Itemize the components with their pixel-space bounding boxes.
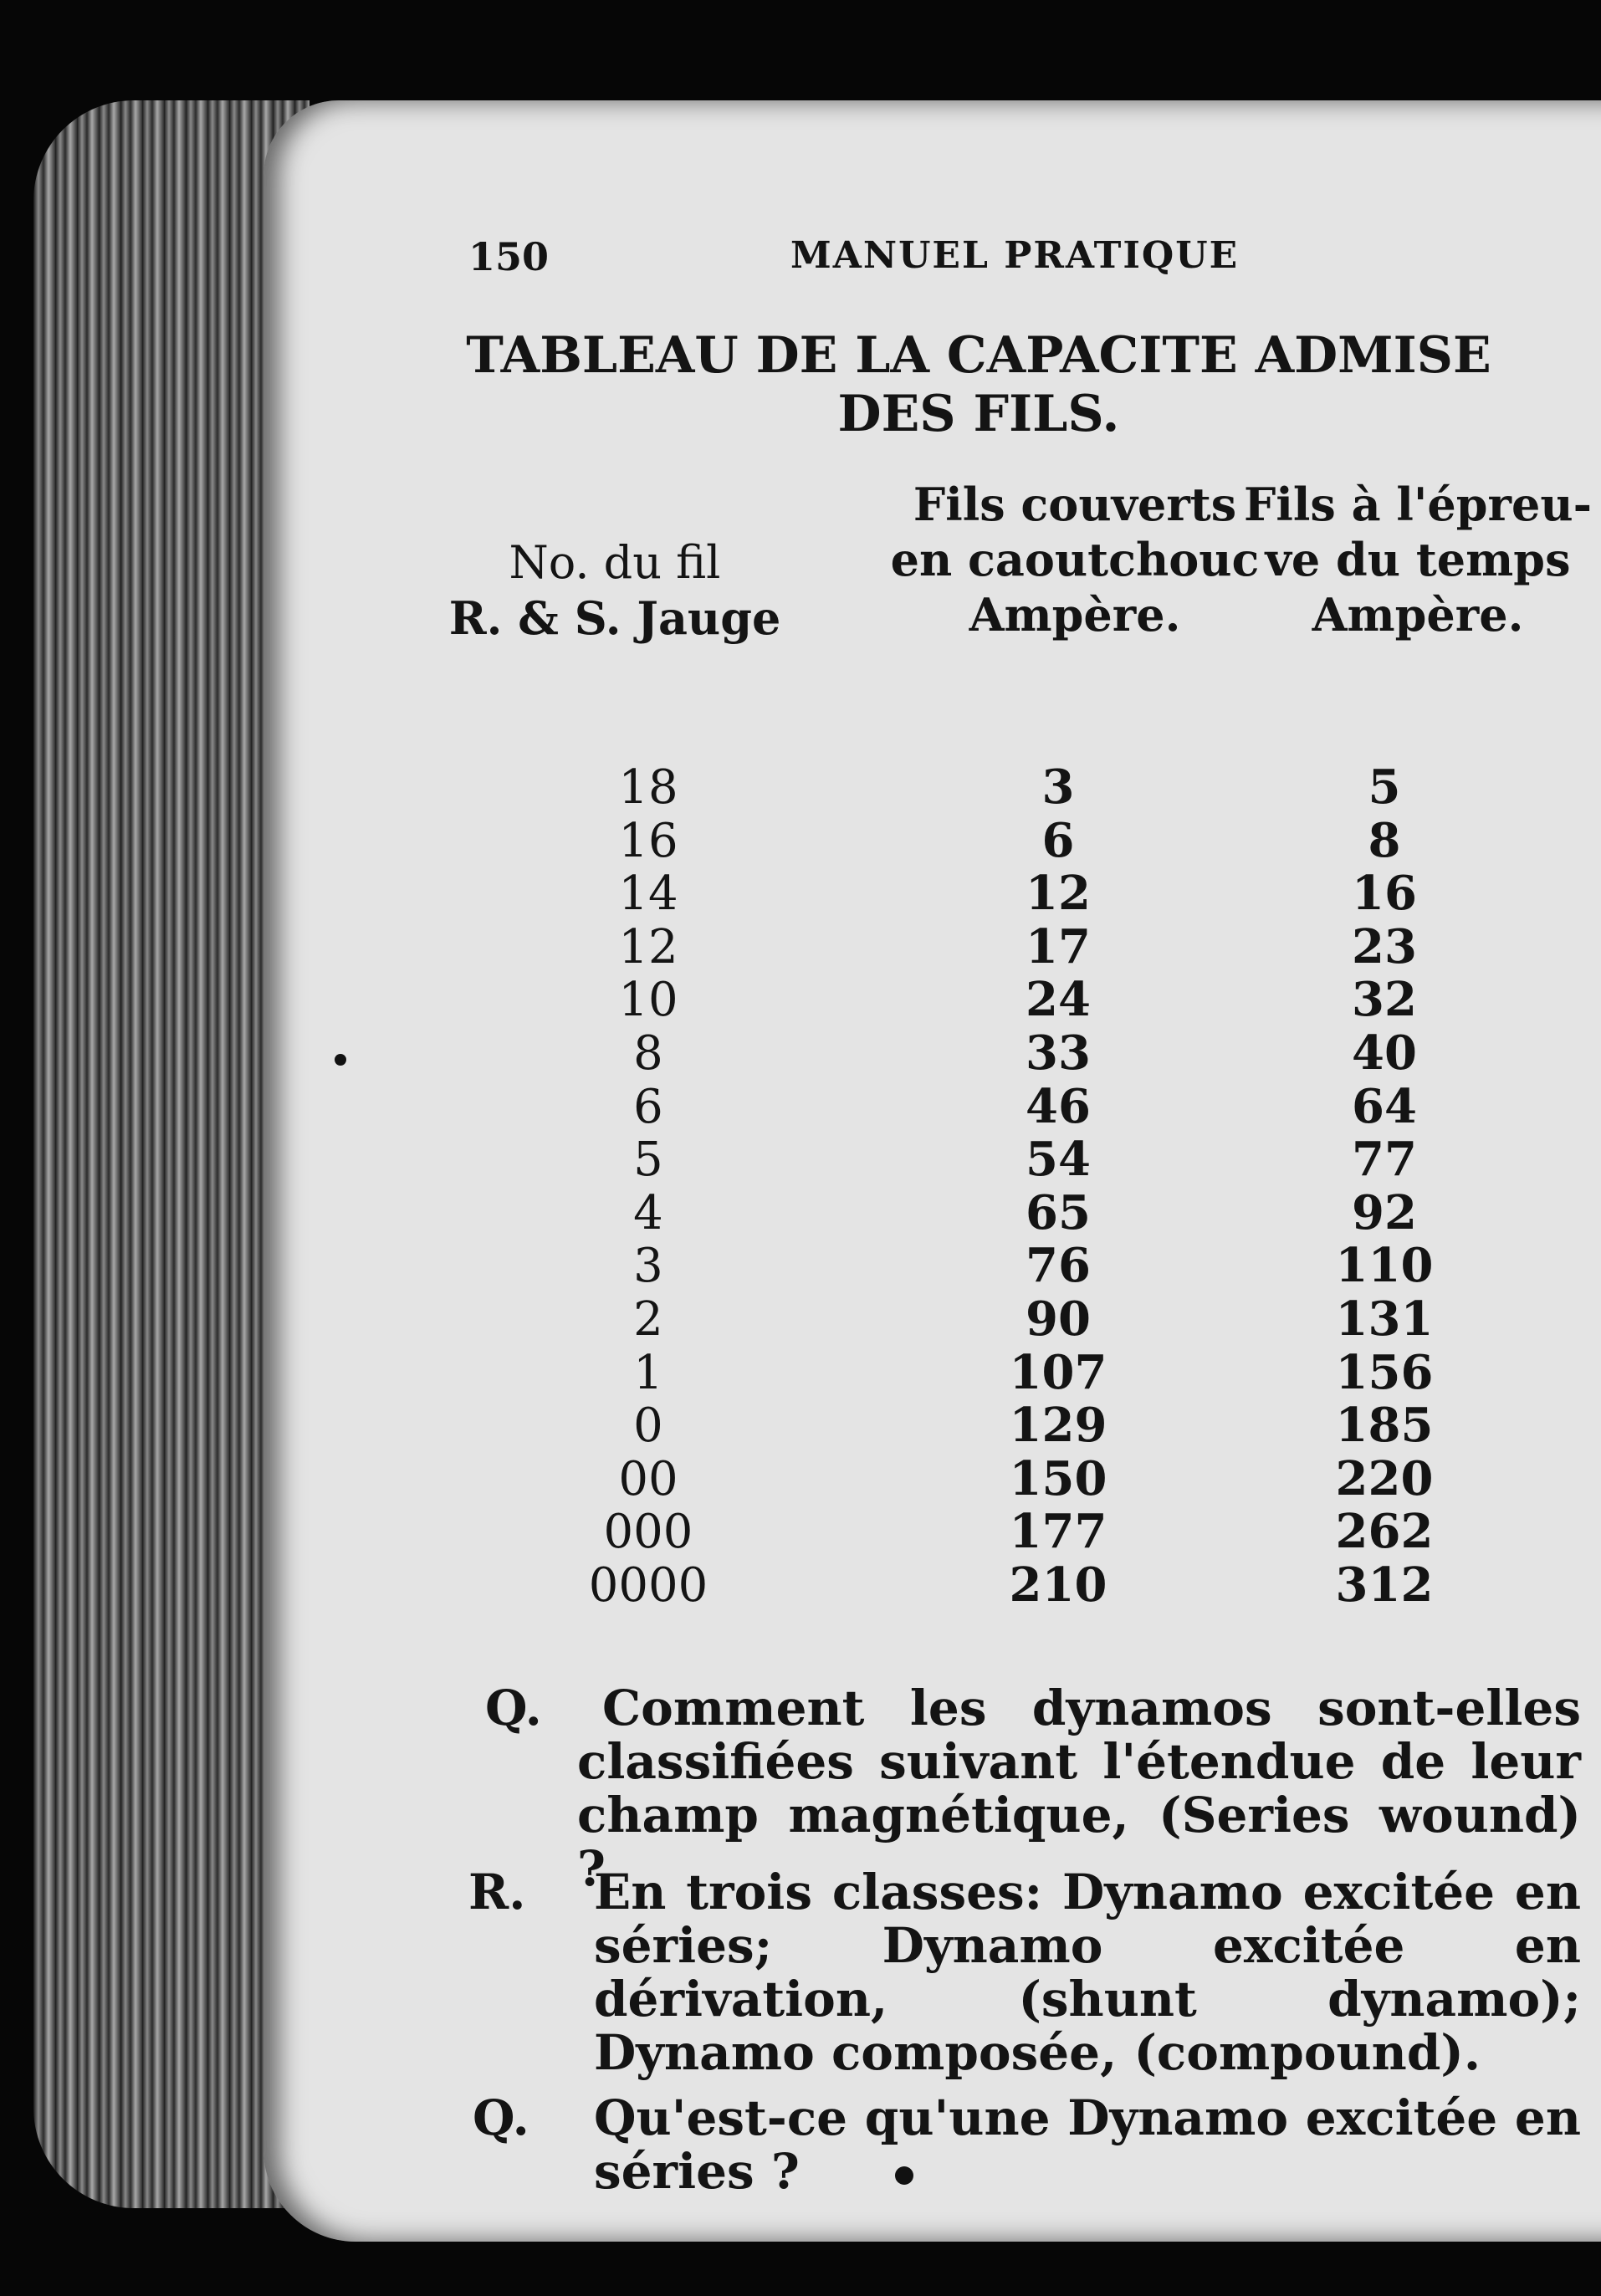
rubber-amp-cell: 76 — [1026, 1238, 1091, 1294]
gauge-cell: 4 — [633, 1185, 663, 1240]
column-header-line: Fils couverts — [913, 478, 1237, 531]
table-row — [263, 1506, 1601, 1559]
weatherproof-amp-cell: 220 — [1335, 1450, 1434, 1506]
gauge-cell: 00 — [618, 1451, 678, 1506]
weatherproof-amp-cell: 64 — [1352, 1078, 1417, 1134]
rubber-amp-cell: 210 — [1009, 1557, 1107, 1613]
gauge-cell: 6 — [633, 1079, 663, 1134]
table-row — [263, 1027, 1601, 1081]
gauge-cell: 0 — [633, 1399, 663, 1454]
rubber-amp-cell: 65 — [1026, 1184, 1091, 1240]
qa-text: Qu'est-ce qu'une Dynamo excitée en séries ? — [594, 2089, 1581, 2200]
gauge-cell: 3 — [633, 1239, 663, 1294]
rubber-amp-cell: 90 — [1026, 1291, 1091, 1347]
weatherproof-amp-cell: 185 — [1335, 1398, 1434, 1454]
weatherproof-amp-cell: 92 — [1352, 1184, 1417, 1240]
table-row — [263, 1450, 1601, 1506]
gauge-cell: 1 — [633, 1345, 663, 1400]
table-row — [263, 1133, 1601, 1187]
gauge-cell: 2 — [633, 1291, 663, 1347]
weatherproof-amp-cell: 16 — [1352, 866, 1417, 922]
ink-speck — [335, 1054, 346, 1066]
rubber-amp-cell: 129 — [1009, 1398, 1107, 1454]
column-header-weatherproof — [1234, 477, 1601, 642]
qa-text: En trois classes: Dynamo excitée en séries; Dynamo excitée en dérivation, (shunt dynamo); Dynamo composée, (compound). — [594, 1864, 1581, 2081]
ink-speck — [895, 2166, 913, 2185]
running-head: MANUEL PRATIQUE — [790, 234, 1240, 277]
page-content — [263, 100, 1601, 2242]
book-page — [263, 100, 1601, 2242]
column-header-rubber-covered — [866, 477, 1284, 642]
qa-tag: Q. — [485, 1680, 542, 1736]
rubber-amp-cell: 150 — [1009, 1450, 1107, 1506]
column-header-line: Fils à l'épreu- — [1244, 478, 1592, 531]
weatherproof-amp-cell: 262 — [1335, 1504, 1434, 1560]
column-header-wire-number — [414, 535, 816, 646]
weatherproof-amp-cell: 40 — [1352, 1025, 1417, 1081]
gauge-cell: 000 — [603, 1505, 693, 1560]
rubber-amp-cell: 107 — [1009, 1344, 1107, 1400]
gauge-cell: 16 — [618, 813, 678, 868]
table-row — [263, 867, 1601, 921]
table-row — [263, 974, 1601, 1027]
rubber-amp-cell: 3 — [1041, 759, 1075, 815]
rubber-amp-cell: 177 — [1009, 1504, 1107, 1560]
weatherproof-amp-cell: 5 — [1368, 759, 1401, 815]
table-row — [263, 1344, 1601, 1400]
rubber-amp-cell: 17 — [1026, 918, 1091, 974]
page-header — [263, 234, 1601, 301]
rubber-amp-cell: 24 — [1026, 972, 1091, 1028]
gauge-cell: 8 — [633, 1025, 663, 1081]
table-title-line-2: DES FILS. — [837, 385, 1120, 443]
table-title-line-1: TABLEAU DE LA CAPACITE ADMISE — [466, 326, 1491, 385]
qa-tag: R. — [468, 1864, 526, 1920]
table-row — [263, 1184, 1601, 1240]
column-header-line: ve du temps — [1265, 533, 1571, 586]
weatherproof-amp-cell: 312 — [1335, 1557, 1434, 1613]
rubber-amp-cell: 33 — [1026, 1025, 1091, 1081]
table-row — [263, 1559, 1601, 1613]
weatherproof-amp-cell: 32 — [1352, 972, 1417, 1028]
rubber-amp-cell: 46 — [1026, 1078, 1091, 1134]
table-row — [263, 812, 1601, 868]
weatherproof-amp-cell: 156 — [1335, 1344, 1434, 1400]
column-header-line: Ampère. — [1312, 588, 1524, 642]
gauge-cell: 10 — [618, 973, 678, 1028]
qa-text: Comment les dynamos sont-elles classifiées suivant l'étendue de leur champ magnétique, (Series wound) ? — [577, 1680, 1581, 1897]
column-header-line: en caoutchouc — [890, 533, 1260, 586]
rubber-amp-cell: 6 — [1041, 812, 1075, 868]
weatherproof-amp-cell: 23 — [1352, 918, 1417, 974]
capacity-table — [263, 761, 1601, 1613]
qa-tag: Q. — [473, 2089, 529, 2146]
page-number: 150 — [468, 234, 550, 279]
column-header-line: No. du fil — [509, 536, 721, 589]
table-row — [263, 918, 1601, 974]
gauge-cell: 14 — [618, 867, 678, 922]
gauge-cell: 18 — [618, 760, 678, 815]
weatherproof-amp-cell: 8 — [1368, 812, 1401, 868]
weatherproof-amp-cell: 110 — [1335, 1238, 1434, 1294]
weatherproof-amp-cell: 131 — [1335, 1291, 1434, 1347]
table-row — [263, 1399, 1601, 1453]
gauge-cell: 5 — [633, 1133, 663, 1188]
table-row — [263, 1293, 1601, 1347]
gauge-cell: 12 — [618, 919, 678, 974]
gauge-cell: 0000 — [588, 1557, 708, 1613]
table-row — [263, 1078, 1601, 1134]
rubber-amp-cell: 54 — [1026, 1132, 1091, 1188]
column-header-line: R. & S. Jauge — [448, 591, 781, 645]
rubber-amp-cell: 12 — [1026, 866, 1091, 922]
weatherproof-amp-cell: 77 — [1352, 1132, 1417, 1188]
table-row — [263, 761, 1601, 815]
table-row — [263, 1240, 1601, 1293]
column-header-line: Ampère. — [969, 588, 1181, 642]
